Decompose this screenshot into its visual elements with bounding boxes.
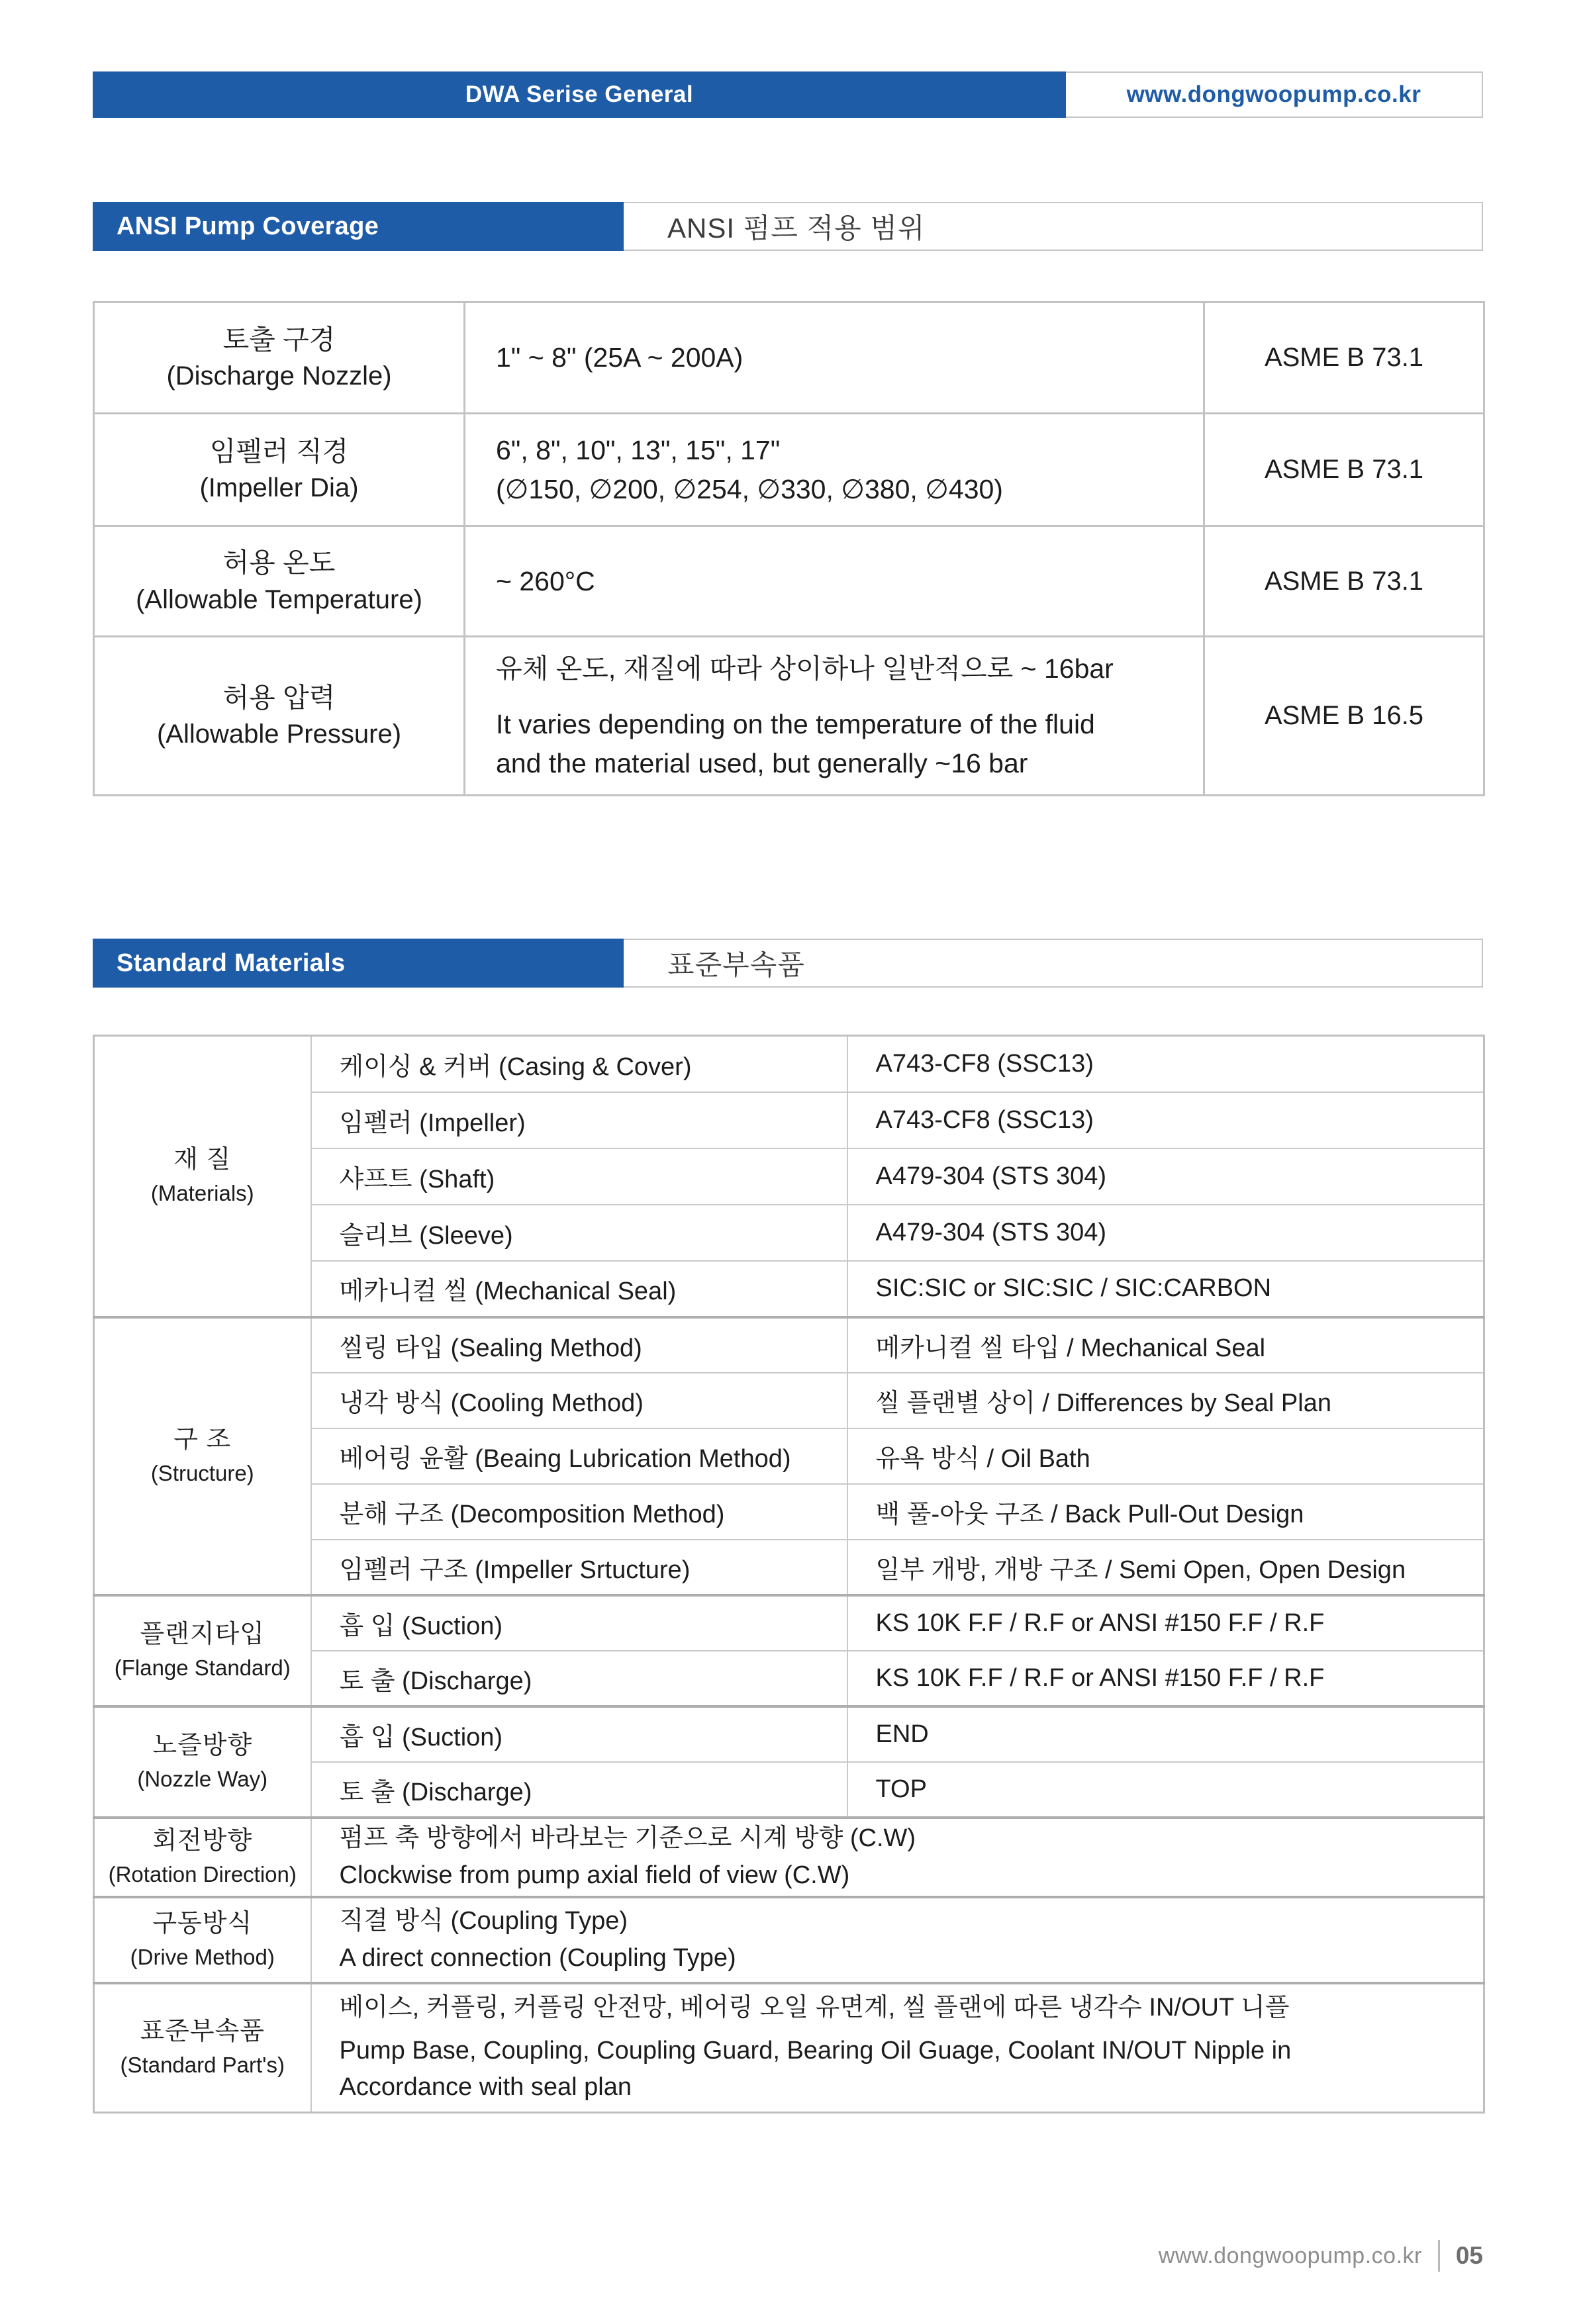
row-value <box>465 637 1204 796</box>
group-label-ko: 노즐방향 <box>152 1732 253 1760</box>
row-label-ko: 허용 압력 <box>222 682 336 713</box>
group-label-en: (Flange Standard) <box>114 1655 291 1681</box>
item-value: A479-304 (STS 304) <box>847 1148 1484 1205</box>
row-value: ~ 260°C <box>465 526 1204 637</box>
section-title-band <box>93 939 624 988</box>
item-value: KS 10K F.F / R.F or ANSI #150 F.F / R.F <box>847 1651 1484 1706</box>
row-label-ko: 임펠러 직경 <box>209 436 349 467</box>
group-label-ko: 구동방식 <box>152 1910 253 1938</box>
row-value <box>465 414 1204 526</box>
row-label <box>94 414 465 526</box>
footer-website-url: www.dongwoopump.co.kr <box>1158 2243 1422 2268</box>
table-row <box>94 1983 1484 2113</box>
merged-value-en: A direct connection (Coupling Type) <box>339 1943 736 1972</box>
group-label-ko: 표준부속품 <box>140 2018 265 2046</box>
item-value: 씰 플랜별 상이 / Differences by Seal Plan <box>847 1373 1484 1428</box>
item-value: KS 10K F.F / R.F or ANSI #150 F.F / R.F <box>847 1595 1484 1651</box>
header-website-url: www.dongwoopump.co.kr <box>1126 81 1421 107</box>
item-value: A743-CF8 (SSC13) <box>847 1036 1484 1092</box>
group-label-en: (Standard Part's) <box>120 2053 285 2078</box>
group-label-drive-method <box>94 1897 311 1983</box>
item-name: 흡 입 (Suction) <box>311 1706 847 1762</box>
section-title-band <box>93 202 624 251</box>
table-row <box>94 637 1484 796</box>
standard-cell: ASME B 73.1 <box>1204 414 1484 526</box>
item-value: A479-304 (STS 304) <box>847 1205 1484 1261</box>
section-title-en: ANSI Pump Coverage <box>117 212 379 240</box>
row-label-en: (Allowable Pressure) <box>156 720 402 749</box>
row-label-en: (Impeller Dia) <box>199 473 359 503</box>
row-value-line2: (∅150, ∅200, ∅254, ∅330, ∅380, ∅430) <box>496 473 1003 504</box>
item-name: 임펠러 구조 (Impeller Srtucture) <box>311 1540 847 1595</box>
item-value: END <box>847 1706 1484 1762</box>
group-label-flange-standard <box>94 1595 311 1706</box>
item-name: 토 출 (Discharge) <box>311 1651 847 1706</box>
group-label-en: (Drive Method) <box>130 1945 275 1970</box>
group-label-ko: 재 질 <box>173 1146 232 1174</box>
item-value: SIC:SIC or SIC:SIC / SIC:CARBON <box>847 1261 1484 1317</box>
standard-materials-table <box>93 1035 1485 2114</box>
section-title-ko: ANSI 펌프 적용 범위 <box>667 212 926 244</box>
row-value-line1: 6", 8", 10", 13", 15", 17" <box>496 435 781 466</box>
item-name: 메카니컬 씰 (Mechanical Seal) <box>311 1261 847 1317</box>
table-row <box>94 1818 1484 1897</box>
item-name: 슬리브 (Sleeve) <box>311 1205 847 1261</box>
header-title-band <box>93 71 1066 118</box>
row-label <box>94 526 465 637</box>
group-label-nozzle-way <box>94 1706 311 1818</box>
row-label-ko: 토출 구경 <box>222 324 336 355</box>
table-row <box>94 302 1484 414</box>
merged-value-en: Pump Base, Coupling, Coupling Guard, Bearing Oil Guage, Coolant IN/OUT Nipple in Accordance with seal plan <box>339 2037 1292 2102</box>
item-name: 분해 구조 (Decomposition Method) <box>311 1484 847 1540</box>
group-label-standard-parts <box>94 1983 311 2113</box>
group-label-en: (Materials) <box>150 1181 254 1206</box>
row-value: 1" ~ 8" (25A ~ 200A) <box>465 302 1204 414</box>
merged-value-ko: 베이스, 커플링, 커플링 안전망, 베어링 오일 유면계, 씰 플랜에 따른 냉각수 IN/OUT 니플 <box>339 1994 1290 2022</box>
table-row <box>94 1036 1484 1092</box>
table-row <box>94 414 1484 526</box>
header-url-box <box>1066 71 1483 118</box>
merged-value-en: Clockwise from pump axial field of view (C.W) <box>339 1861 850 1889</box>
section-header-standard-materials <box>93 939 1483 988</box>
group-label-rotation-direction <box>94 1818 311 1897</box>
merged-value <box>311 1818 1484 1897</box>
standard-cell: ASME B 16.5 <box>1204 637 1484 796</box>
row-label <box>94 637 465 796</box>
item-value: 유욕 방식 / Oil Bath <box>847 1428 1484 1484</box>
group-label-ko: 회전방향 <box>152 1827 253 1855</box>
row-value-en-line2: and the material used, but generally ~16 bar <box>496 747 1028 778</box>
footer-divider <box>1438 2240 1440 2272</box>
page-title: DWA Serise General <box>465 81 694 107</box>
page-number: 05 <box>1455 2242 1483 2269</box>
standard-cell: ASME B 73.1 <box>1204 526 1484 637</box>
section-title-ko: 표준부속품 <box>667 949 805 980</box>
row-label-ko: 허용 온도 <box>222 547 336 579</box>
item-name: 임펠러 (Impeller) <box>311 1092 847 1148</box>
item-name: 케이싱 & 커버 (Casing & Cover) <box>311 1036 847 1092</box>
merged-value <box>311 1897 1484 1983</box>
item-value: 메카니컬 씰 타입 / Mechanical Seal <box>847 1317 1484 1373</box>
row-label <box>94 302 465 414</box>
group-label-ko: 플랜지타입 <box>140 1620 265 1649</box>
section-title-en: Standard Materials <box>117 949 346 977</box>
table-row <box>94 526 1484 637</box>
row-label-en: (Discharge Nozzle) <box>166 361 392 391</box>
merged-value <box>311 1983 1484 2113</box>
row-value-en-line1: It varies depending on the temperature of the fluid <box>496 709 1095 740</box>
item-name: 베어링 윤활 (Beaing Lubrication Method) <box>311 1428 847 1484</box>
group-label-ko: 구 조 <box>173 1426 232 1454</box>
group-label-structure <box>94 1317 311 1595</box>
item-value: 백 풀-아웃 구조 / Back Pull-Out Design <box>847 1484 1484 1540</box>
page-footer <box>1159 2232 1483 2280</box>
group-label-en: (Rotation Direction) <box>108 1862 297 1887</box>
item-name: 샤프트 (Shaft) <box>311 1148 847 1205</box>
item-value: 일부 개방, 개방 구조 / Semi Open, Open Design <box>847 1540 1484 1595</box>
group-label-en: (Nozzle Way) <box>137 1767 268 1792</box>
section-header-ansi-pump-coverage <box>93 202 1483 251</box>
row-value-en <box>496 705 1202 782</box>
ansi-pump-coverage-table <box>93 301 1485 796</box>
row-label-en: (Allowable Temperature) <box>136 584 422 614</box>
row-value-ko: 유체 온도, 재질에 따라 상이하나 일반적으로 ~ 16bar <box>496 653 1114 684</box>
group-label-en: (Structure) <box>150 1461 254 1486</box>
page-header-bar <box>93 71 1483 118</box>
item-name: 냉각 방식 (Cooling Method) <box>311 1373 847 1428</box>
item-name: 씰링 타입 (Sealing Method) <box>311 1317 847 1373</box>
item-value: TOP <box>847 1762 1484 1818</box>
item-name: 흡 입 (Suction) <box>311 1595 847 1651</box>
table-row <box>94 1897 1484 1983</box>
item-name: 토 출 (Discharge) <box>311 1762 847 1818</box>
table-row <box>94 1317 1484 1373</box>
table-row <box>94 1595 1484 1651</box>
merged-value-ko: 직결 방식 (Coupling Type) <box>339 1907 628 1935</box>
item-value: A743-CF8 (SSC13) <box>847 1092 1484 1148</box>
group-label-materials <box>94 1036 311 1317</box>
table-row <box>94 1706 1484 1762</box>
merged-value-ko: 펌프 축 방향에서 바라보는 기준으로 시계 방향 (C.W) <box>339 1824 916 1853</box>
standard-cell: ASME B 73.1 <box>1204 302 1484 414</box>
